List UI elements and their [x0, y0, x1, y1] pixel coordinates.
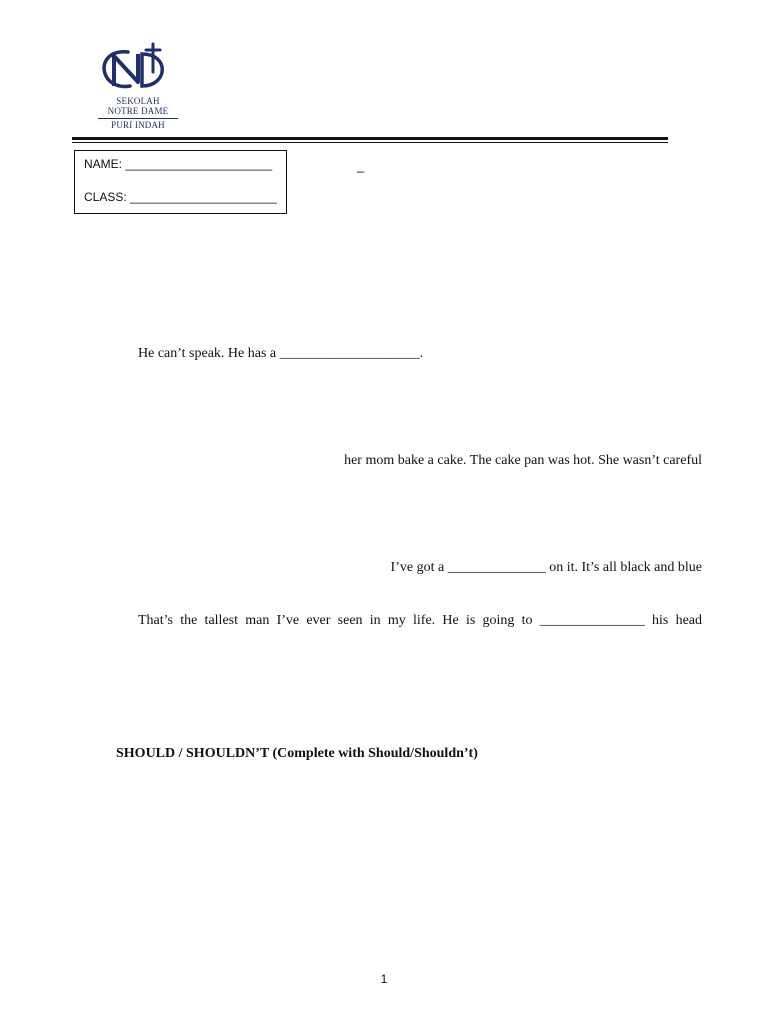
logo-text-line-2: NOTRE DAME	[107, 106, 169, 116]
header-rule-thick	[72, 137, 668, 140]
name-field[interactable]: NAME: ______________________	[84, 157, 273, 171]
school-logo	[98, 42, 178, 132]
question-1: He can’t speak. He has a ____________________.	[138, 346, 424, 361]
section-heading: SHOULD / SHOULDN’T (Complete with Should/Shouldn’t)	[116, 746, 478, 761]
question-4: That’s the tallest man I’ve ever seen in my life. He is going to _______________ his head	[138, 613, 702, 628]
class-field[interactable]: CLASS: ______________________	[84, 190, 277, 204]
question-3: I’ve got a ______________ on it. It’s all black and blue	[390, 560, 702, 575]
student-info-box	[74, 150, 287, 214]
question-2: her mom bake a cake. The cake pan was hot. She wasn’t careful	[344, 453, 702, 468]
logo-text-line-1: SEKOLAH	[116, 96, 160, 106]
stray-mark: _	[357, 158, 365, 173]
nd-monogram-icon	[98, 42, 178, 94]
page-number: 1	[380, 972, 388, 986]
logo-text-line-3: PURI INDAH	[98, 118, 178, 130]
header-rule-thin	[72, 142, 668, 143]
